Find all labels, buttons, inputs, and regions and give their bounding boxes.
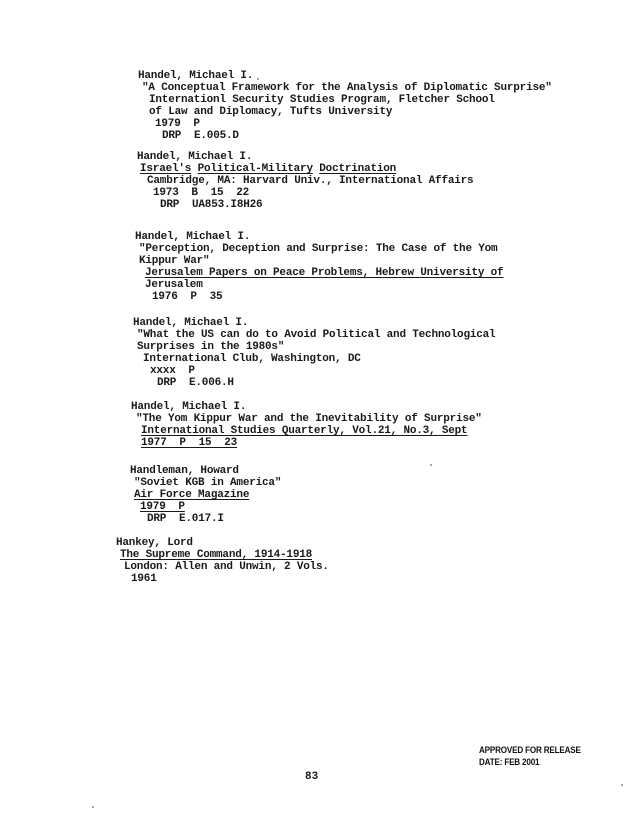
- entry-year: 1973 B 15 22: [153, 187, 250, 199]
- scan-speck: [92, 806, 94, 808]
- entry-year: 1977 P 15 23: [141, 437, 238, 449]
- entry-author: Handel, Michael I.: [137, 151, 253, 163]
- scan-speck: [621, 784, 623, 786]
- entry-author: Handleman, Howard: [130, 465, 239, 477]
- release-stamp: [479, 744, 581, 768]
- entry-publisher: Cambridge, MA: Harvard Univ., International Affairs: [147, 175, 474, 187]
- entry-publisher: London: Allen and Unwin, 2 Vols.: [124, 561, 329, 573]
- stamp-approved-text: APPROVED FOR RELEASE: [479, 745, 581, 755]
- bibliography-entry: [138, 70, 552, 142]
- entry-publisher-cont: of Law and Diplomacy, Tufts University: [149, 106, 393, 118]
- bibliography-entry: [116, 537, 329, 585]
- entry-year: 1979 P: [140, 501, 185, 513]
- bibliography-entry: [137, 151, 474, 211]
- scan-speck: [257, 78, 259, 80]
- page-number: 83: [305, 771, 319, 783]
- bibliography-entry: [130, 465, 282, 525]
- entry-author: Handel, Michael I.: [133, 317, 249, 329]
- entry-title: "Perception, Deception and Surprise: The Case of the Yom: [139, 243, 498, 255]
- entry-publisher: International Club, Washington, DC: [143, 353, 361, 365]
- entry-author: Handel, Michael I.: [135, 231, 251, 243]
- entry-title: The Supreme Command, 1914-1918: [120, 549, 313, 561]
- entry-publisher: Jerusalem Papers on Peace Problems, Hebrew University of: [145, 267, 504, 279]
- entry-callnumber: DRP E.006.H: [157, 377, 234, 389]
- bibliography-entry: [131, 401, 482, 449]
- stamp-date-text: DATE: FEB 2001: [479, 757, 540, 767]
- bibliography-entry: [135, 231, 504, 303]
- bibliography-entry: [133, 317, 496, 389]
- entry-year: 1979 P: [155, 118, 200, 130]
- entry-title: "A Conceptual Framework for the Analysis of Diplomatic Surprise": [142, 82, 552, 94]
- entry-author: Hankey, Lord: [116, 537, 193, 549]
- entry-title: "What the US can do to Avoid Political and Technological: [137, 329, 496, 341]
- entry-title: "The Yom Kippur War and the Inevitability of Surprise": [136, 413, 482, 425]
- entry-callnumber: DRP UA853.I8H26: [160, 199, 263, 211]
- entry-publisher-cont: Jerusalem: [145, 279, 203, 291]
- entry-year: xxxx P: [150, 365, 195, 377]
- entry-publisher: Air Force Magazine: [134, 489, 250, 501]
- entry-publisher: Internationl Security Studies Program, Fletcher School: [149, 94, 495, 106]
- entry-title-cont: Surprises in the 1980s": [137, 341, 285, 353]
- entry-title-cont: Kippur War": [139, 255, 210, 267]
- entry-title: "Soviet KGB in America": [134, 477, 282, 489]
- entry-year: 1961: [131, 573, 157, 585]
- scan-speck: [430, 464, 432, 466]
- entry-callnumber: DRP E.017.I: [147, 513, 224, 525]
- entry-publisher: International Studies Quarterly, Vol.21, No.3, Sept: [141, 425, 468, 437]
- entry-author: Handel, Michael I.: [138, 70, 254, 82]
- entry-callnumber: DRP E.005.D: [162, 130, 239, 142]
- entry-year: 1976 P 35: [152, 291, 223, 303]
- entry-title: Israel's Political-Military Doctrination: [140, 163, 397, 175]
- entry-author: Handel, Michael I.: [131, 401, 247, 413]
